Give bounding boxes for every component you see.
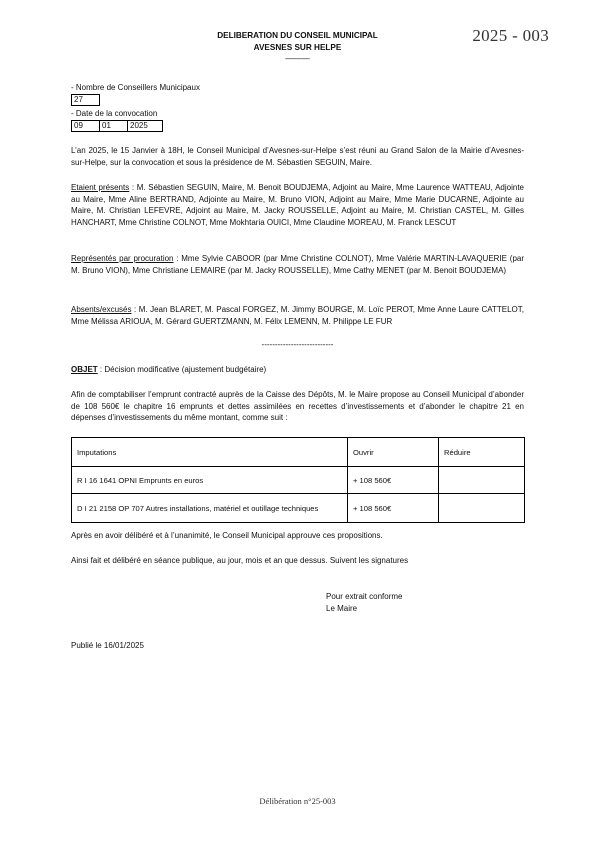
page-footer: Délibération n°25-003 [259, 796, 336, 806]
absent-list: : M. Jean BLARET, M. Pascal FORGEZ, M. Jimmy BOURGE, M. Loïc PEROT, Mme Anne Laure CATTELOT, Mme Mélissa ARIOUA, M. Gérard GUERTZMANN, M. Félix LEMENN, M. Philippe LE FUR [71, 305, 524, 326]
signature-line-1: Pour extrait conforme [326, 592, 403, 601]
objet-paragraph [71, 364, 524, 376]
councillors-count-box: 27 [71, 94, 100, 106]
body-paragraph: Afin de comptabiliser l’emprunt contracté auprès de la Caisse des Dépôts, M. le Maire propose au Conseil Municipal d’abonder de 108 560€ le chapitre 16 emprunts et dettes assimilées en recettes d’investissements et d’abonder le chapitre 21 en dépenses d’investissements du même montant, comme suit : [71, 390, 524, 423]
absent-paragraph [71, 304, 524, 327]
row1-ouvrir: + 108 560€ [348, 467, 439, 494]
town-name: AVESNES SUR HELPE [253, 43, 342, 52]
represented-paragraph [71, 253, 524, 276]
represented-list: : Mme Sylvie CABOOR (par Mme Christine COLNOT), Mme Valérie MARTIN-LAVAQUERIE (par M. Bruno VION), Mme Christiane LEMAIRE (par M. Jacky ROUSSELLE), Mme Cathy MENET (par M. Benoit BOUDJEMA) [71, 254, 525, 275]
objet-text: : Décision modificative (ajustement budgétaire) [97, 365, 267, 374]
header-imputations: Imputations [72, 438, 348, 467]
councillors-count-label: - Nombre de Conseillers Municipaux [71, 83, 200, 92]
conclusion-paragraph: Après en avoir délibéré et à l’unanimité, le Conseil Municipal approuve ces propositions. [71, 531, 383, 540]
convocation-month-box: 01 [99, 120, 128, 132]
present-list: : M. Sébastien SEGUIN, Maire, M. Benoit BOUDJEMA, Adjoint au Maire, Mme Laurence WATTEAU, Adjointe au Maire, Mme Aline BERTRAND, Adjointe au Maire, M. Bruno VION, Adjoint au Maire, Mme Marie DUCARNE, Adjointe au Maire, M. Christian LEFEVRE, Adjoint au Maire, M. Jacky ROUSSELLE, Adjoint au Maire, M. Christian CASTEL, M. Gilles HANCHART, Mme Christine COLNOT, Mme Mokhtaria OUICI, Mme Claudine MOREAU, M. Franck LESCUT [71, 183, 525, 227]
convocation-day-box: 09 [71, 120, 100, 132]
intro-paragraph: L’an 2025, le 15 Janvier à 18H, le Conseil Municipal d’Avesnes-sur-Helpe s’est réuni au Grand Salon de la Mairie d’Avesnes-sur-Helpe, sur la convocation et sous la présidence de M. Sébastien SEGUIN, Maire. [71, 146, 524, 167]
table-row [72, 467, 525, 494]
row2-ouvrir: + 108 560€ [348, 494, 439, 523]
header-reduire: Réduire [439, 438, 525, 467]
signature-line-2: Le Maire [326, 604, 358, 613]
row1-reduire [439, 467, 525, 494]
convocation-date-label: - Date de la convocation [71, 109, 158, 118]
absent-label: Absents/excusés [71, 305, 132, 314]
deliberation-reference: 2025 - 003 [472, 26, 549, 45]
represented-label: Représentés par procuration [71, 254, 174, 263]
row2-imputation: D I 21 2158 OP 707 Autres installations, matériel et outillage techniques [72, 494, 348, 523]
present-paragraph [71, 182, 524, 228]
row2-reduire [439, 494, 525, 523]
convocation-year-box: 2025 [127, 120, 163, 132]
document-title: DELIBERATION DU CONSEIL MUNICIPAL [217, 31, 378, 40]
row1-imputation: R I 16 1641 OPNI Emprunts en euros [72, 467, 348, 494]
objet-label: OBJET [71, 365, 98, 374]
header-ouvrir: Ouvrir [348, 438, 439, 467]
table-header-row [72, 438, 525, 467]
separator-line: --------------------------- [261, 340, 334, 349]
budget-table [71, 437, 525, 523]
closing-paragraph: Ainsi fait et délibéré en séance publique, au jour, mois et an que dessus. Suivent les signatures [71, 556, 409, 565]
table-row [72, 494, 525, 523]
title-rule: ——— [285, 54, 310, 63]
present-label: Etaient présents [71, 183, 130, 192]
publication-date: Publié le 16/01/2025 [71, 641, 144, 650]
